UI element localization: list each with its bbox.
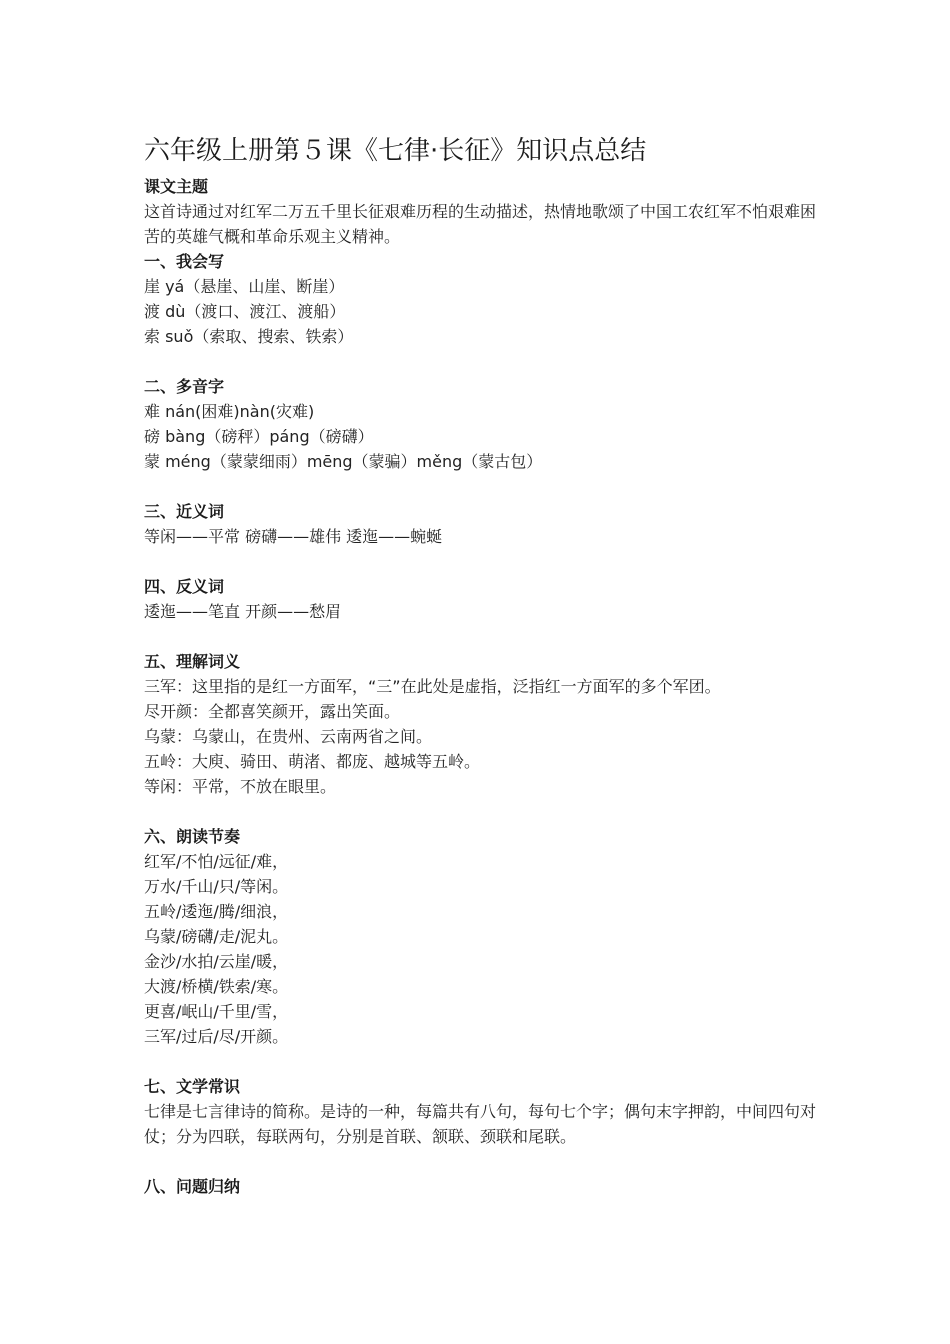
list-item: 三军：这里指的是红一方面军，“三”在此处是虚指，泛指红一方面军的多个军团。: [144, 677, 721, 696]
list-item: 崖 yá（悬崖、山崖、断崖）: [144, 277, 345, 296]
spacer: [144, 1149, 824, 1174]
section-heading: 八、问题归纳: [144, 1177, 241, 1196]
poem-line: 乌蒙/磅礴/走/泥丸。: [144, 927, 289, 946]
section-reading-rhythm: [144, 824, 824, 1049]
section-heading: 四、反义词: [144, 577, 225, 596]
poem-line: 红军/不怕/远征/难，: [144, 852, 289, 871]
spacer: [144, 349, 824, 374]
poem-line: 五岭/逶迤/腾/细浪，: [144, 902, 289, 921]
spacer: [144, 799, 824, 824]
section-question-summary: [144, 1174, 824, 1199]
section-heading: 课文主题: [144, 177, 209, 196]
section-word-meanings: [144, 649, 824, 799]
document-page: [144, 132, 824, 1199]
section-literary-knowledge: [144, 1074, 824, 1149]
list-item: 逶迤——笔直 开颜——愁眉: [144, 602, 342, 621]
spacer: [144, 549, 824, 574]
list-item: 难 nán(困难)nàn(灾难): [144, 402, 315, 421]
poem-line: 金沙/水拍/云崖/暖，: [144, 952, 289, 971]
section-heading: 三、近义词: [144, 502, 225, 521]
list-item: 蒙 méng（蒙蒙细雨）mēng（蒙骗）měng（蒙古包）: [144, 452, 543, 471]
list-item: 渡 dù（渡口、渡江、渡船）: [144, 302, 346, 321]
poem-line: 大渡/桥横/铁索/寒。: [144, 977, 289, 996]
section-heading: 五、理解词义: [144, 652, 241, 671]
list-item: 五岭：大庾、骑田、萌渚、都庞、越城等五岭。: [144, 752, 481, 771]
section-heading: 六、朗读节奏: [144, 827, 241, 846]
section-antonyms: [144, 574, 824, 624]
list-item: 等闲——平常 磅礴——雄伟 逶迤——蜿蜒: [144, 527, 443, 546]
page-title: 六年级上册第５课《七律·长征》知识点总结: [144, 136, 647, 166]
list-item: 磅 bàng（磅秤）páng（磅礴）: [144, 427, 374, 446]
poem-line: 万水/千山/只/等闲。: [144, 877, 289, 896]
section-polyphones: [144, 374, 824, 474]
section-synonyms: [144, 499, 824, 549]
section-theme: [144, 174, 824, 249]
list-item: 尽开颜：全都喜笑颜开，露出笑面。: [144, 702, 401, 721]
section-paragraph: 这首诗通过对红军二万五千里长征艰难历程的生动描述，热情地歌颂了中国工农红军不怕艰难困苦的英雄气概和革命乐观主义精神。: [144, 202, 817, 246]
section-writing: [144, 249, 824, 349]
section-paragraph: 七律是七言律诗的简称。是诗的一种，每篇共有八句，每句七个字；偶句末字押韵，中间四句对仗；分为四联，每联两句，分别是首联、颔联、颈联和尾联。: [144, 1102, 817, 1146]
section-heading: 七、文学常识: [144, 1077, 241, 1096]
list-item: 索 suǒ（索取、搜索、铁索）: [144, 327, 354, 346]
section-heading: 二、多音字: [144, 377, 225, 396]
spacer: [144, 1049, 824, 1074]
section-heading: 一、我会写: [144, 252, 225, 271]
spacer: [144, 624, 824, 649]
list-item: 等闲：平常，不放在眼里。: [144, 777, 337, 796]
poem-line: 更喜/岷山/千里/雪，: [144, 1002, 289, 1021]
poem-line: 三军/过后/尽/开颜。: [144, 1027, 289, 1046]
list-item: 乌蒙：乌蒙山，在贵州、云南两省之间。: [144, 727, 433, 746]
spacer: [144, 474, 824, 499]
